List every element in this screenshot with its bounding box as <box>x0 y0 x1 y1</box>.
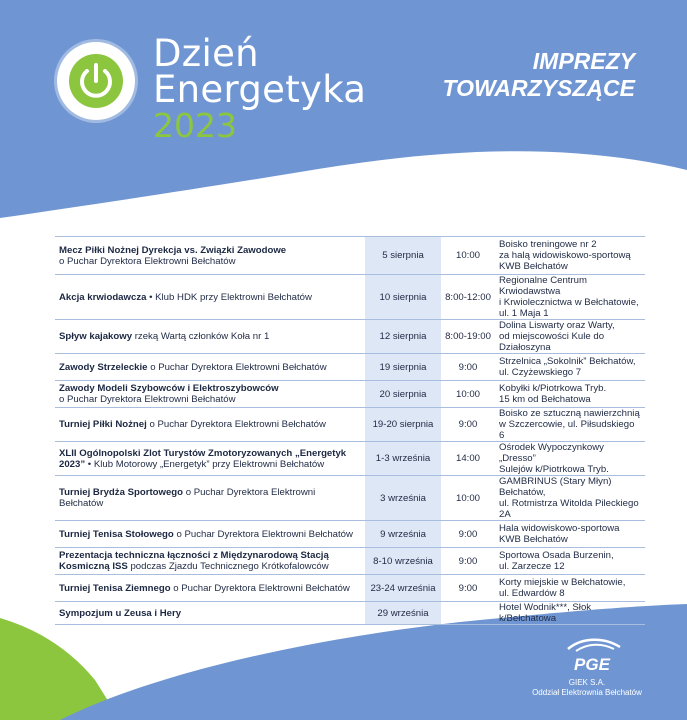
event-place <box>495 381 645 408</box>
event-place-line: Hala widowiskowo-sportowa <box>499 523 620 534</box>
event-place-line: Regionalne Centrum Krwiodawstwa <box>499 275 587 297</box>
event-place-line: GAMBRINUS (Stary Młyn) Bełchatów, <box>499 476 612 498</box>
event-time: 8:00-12:00 <box>441 275 495 320</box>
event-description: o Puchar Dyrektora Elektrowni Bełchatów <box>59 487 316 509</box>
event-name-cell <box>55 521 365 548</box>
event-place <box>495 237 645 275</box>
event-row <box>55 237 645 275</box>
event-place-line: Sulejów k/Piotrkowa Tryb. <box>499 464 609 475</box>
event-date: 23-24 września <box>365 575 441 602</box>
pge-logo-text: PGE <box>574 655 610 674</box>
event-row <box>55 575 645 602</box>
event-place-line: ul. Edwardów 8 <box>499 588 565 599</box>
event-place-line: Boisko treningowe nr 2 <box>499 239 597 250</box>
subtitle-line-2: TOWARZYSZĄCE <box>442 75 635 101</box>
event-description: o Puchar Dyrektora Elektrowni Bełchatów <box>176 528 353 540</box>
event-name-cell <box>55 476 365 521</box>
event-row <box>55 548 645 575</box>
event-description: rzeką Wartą członków Koła nr 1 <box>134 331 270 342</box>
event-row <box>55 442 645 476</box>
event-place-line: od miejscowości Kule do Działoszyna <box>499 331 605 353</box>
title-line-1: Dzień <box>153 32 259 75</box>
event-time: 9:00 <box>441 548 495 575</box>
company-name: GIEK S.A. <box>568 678 606 687</box>
event-place-line: KWB Bełchatów <box>499 534 568 545</box>
event-time: 9:00 <box>441 354 495 381</box>
event-separator: • <box>146 291 156 303</box>
event-description: o Puchar Dyrektora Elektrowni Bełchatów <box>59 394 236 405</box>
event-place <box>495 275 645 320</box>
event-title-text: Zawody Modeli Szybowców i Elektroszybowców <box>59 383 279 394</box>
event-time: 10:00 <box>441 476 495 521</box>
event-separator: • <box>85 458 94 470</box>
event-description: o Puchar Dyrektora Elektrowni Bełchatów <box>59 255 236 267</box>
event-title <box>153 32 367 145</box>
events-table-body <box>55 237 645 625</box>
event-place-line: Hotel Wodnik***, Słok k/Bełchatowa <box>499 602 592 624</box>
title-line-2: Energetyka <box>153 68 367 111</box>
event-place-line: Boisko ze sztuczną nawierzchnią <box>499 408 640 419</box>
event-name-cell <box>55 602 365 625</box>
event-date: 8-10 września <box>365 548 441 575</box>
event-place <box>495 408 645 442</box>
event-title-text: Turniej Tenisa Ziemnego <box>59 582 171 594</box>
event-row <box>55 320 645 354</box>
event-row <box>55 521 645 548</box>
event-place-line: za halą widowiskowo-sportową <box>499 250 631 261</box>
event-name-cell <box>55 548 365 575</box>
event-title-text: Turniej Tenisa Stołowego <box>59 528 174 540</box>
event-place-line: 15 km od Bełchatowa <box>499 394 591 405</box>
title-year: 2023 <box>153 106 237 145</box>
power-button-icon <box>66 51 126 111</box>
event-place-line: Ośrodek Wypoczynkowy „Dresso” <box>499 442 604 464</box>
event-place-line: w Szczercowie, ul. Piłsudskiego 6 <box>499 419 635 441</box>
event-date: 9 września <box>365 521 441 548</box>
event-name-cell <box>55 275 365 320</box>
event-name-cell <box>55 237 365 275</box>
event-title-text: Prezentacja techniczna łączności z Międzynarodową Stacją Kosmiczną ISS <box>59 550 329 572</box>
event-title-text: Turniej Brydża Sportowego <box>59 487 184 498</box>
event-place-line: Strzelnica „Sokolnik” Bełchatów, <box>499 356 636 367</box>
event-place <box>495 354 645 381</box>
event-time: 9:00 <box>441 575 495 602</box>
event-row <box>55 476 645 521</box>
event-row <box>55 354 645 381</box>
event-name-cell <box>55 442 365 476</box>
event-date: 20 sierpnia <box>365 381 441 408</box>
event-place-line: i Krwiolecznictwa w Bełchatowie, <box>499 297 639 308</box>
event-description: o Puchar Dyrektora Elektrowni Bełchatów <box>173 582 350 594</box>
power-logo <box>57 42 135 120</box>
event-place <box>495 548 645 575</box>
event-place <box>495 602 645 625</box>
event-place-line: ul. Rotmistrza Witolda Pileckiego 2A <box>499 498 639 520</box>
event-name-cell <box>55 381 365 408</box>
event-time <box>441 602 495 625</box>
events-table <box>55 236 645 625</box>
event-name-cell <box>55 354 365 381</box>
event-name-cell <box>55 408 365 442</box>
event-title-text: Zawody Strzeleckie <box>59 361 148 373</box>
event-place-line: Sportowa Osada Burzenin, <box>499 550 614 561</box>
event-time: 10:00 <box>441 237 495 275</box>
event-row <box>55 408 645 442</box>
event-date: 1-3 września <box>365 442 441 476</box>
event-place-line: ul. Czyżewskiego 7 <box>499 367 582 378</box>
event-title-text: Mecz Piłki Nożnej Dyrekcja vs. Związki Zawodowe <box>59 244 287 256</box>
event-title-text: Sympozjum u Zeusa i Hery <box>59 607 182 619</box>
pge-logo <box>554 635 630 677</box>
event-place <box>495 320 645 354</box>
event-description: Klub Motorowy „Energetyk” przy Elektrowni Bełchatów <box>93 458 325 470</box>
event-place-line: Kobyłki k/Piotrkowa Tryb. <box>499 383 607 394</box>
company-branch: Oddział Elektrownia Bełchatów <box>532 688 642 697</box>
event-time: 9:00 <box>441 521 495 548</box>
subtitle <box>442 48 635 102</box>
event-date: 12 sierpnia <box>365 320 441 354</box>
event-title-text: XLII Ogólnopolski Zlot Turystów Zmotoryzowanych „Energetyk 2023” <box>59 447 347 470</box>
event-place-line: ul. Zarzecze 12 <box>499 561 565 572</box>
event-description: o Puchar Dyrektora Elektrowni Bełchatów <box>150 361 327 373</box>
event-name-cell <box>55 320 365 354</box>
event-title-text: Turniej Piłki Nożnej <box>59 419 147 430</box>
event-date: 19 sierpnia <box>365 354 441 381</box>
event-name-cell <box>55 575 365 602</box>
event-time: 10:00 <box>441 381 495 408</box>
event-title-text: Akcja krwiodawcza <box>59 291 147 303</box>
event-title-text: Spływ kajakowy <box>59 331 133 342</box>
event-time: 14:00 <box>441 442 495 476</box>
event-place-line: Dolina Liswarty oraz Warty, <box>499 320 615 331</box>
event-date: 19-20 sierpnia <box>365 408 441 442</box>
event-time: 9:00 <box>441 408 495 442</box>
event-place-line: KWB Bełchatów <box>499 261 568 272</box>
event-row <box>55 275 645 320</box>
event-place <box>495 476 645 521</box>
event-place-line: Korty miejskie w Bełchatowie, <box>499 577 626 588</box>
company-info <box>522 678 652 698</box>
event-description: Klub HDK przy Elektrowni Bełchatów <box>155 291 312 303</box>
event-row <box>55 602 645 625</box>
event-place-line: ul. 1 Maja 1 <box>499 308 549 319</box>
event-description: podczas Zjazdu Technicznego Krótkofalowców <box>130 561 329 572</box>
event-place <box>495 521 645 548</box>
event-date: 3 września <box>365 476 441 521</box>
event-time: 8:00-19:00 <box>441 320 495 354</box>
event-date: 5 sierpnia <box>365 237 441 275</box>
event-place <box>495 442 645 476</box>
event-place <box>495 575 645 602</box>
subtitle-line-1: IMPREZY <box>532 48 635 74</box>
event-date: 10 sierpnia <box>365 275 441 320</box>
event-row <box>55 381 645 408</box>
event-description: o Puchar Dyrektora Elektrowni Bełchatów <box>149 419 326 430</box>
event-date: 29 września <box>365 602 441 625</box>
